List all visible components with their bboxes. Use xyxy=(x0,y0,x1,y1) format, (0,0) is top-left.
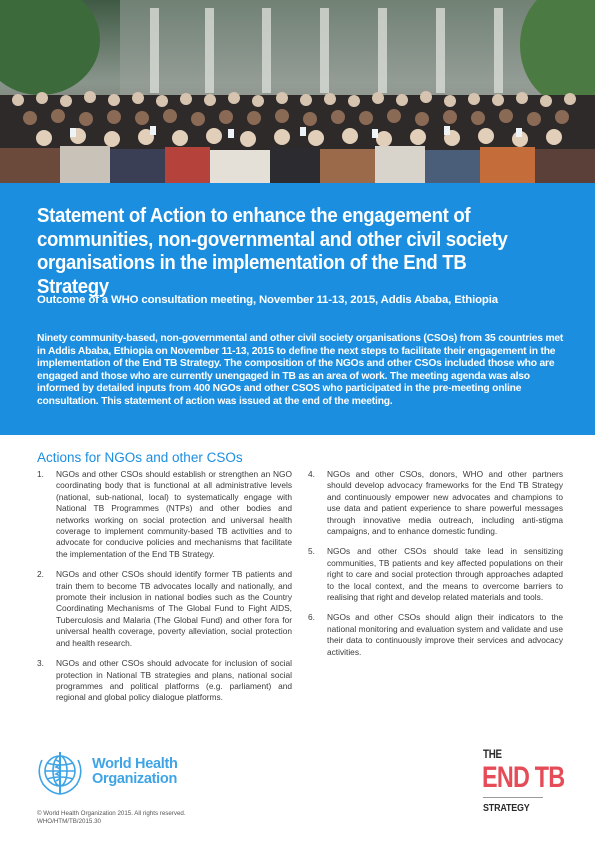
action-text: NGOs and other CSOs should identify former TB patients and train them to become TB advocates locally and nationally, and promote their inclusion in national bodies such as the Country Coordinating Mechanisms of The Global Fund to Fight AIDS, Tuberculosis and Malaria (The Global Fund) and other fora for universal health coverage, poverty alleviation, social protection and health research. xyxy=(56,569,292,648)
intro-paragraph: Ninety community-based, non-governmental and other civil society organisations (CSOs) from 35 countries met in Addis Ababa, Ethiopia on November 11-13, 2015 to define the next steps to facilitate their engagement in the implementation of the End TB Strategy. The composition of the NGOs and other CSOs included those who are engaged and those who are currently unengaged in TB as an area of work. The meeting agenda was also informed by detailed inputs from 400 NGOs and other CSOS who participated in the pre-meeting online consultation. This statement of action was issued at the end of the meeting. xyxy=(37,333,564,407)
action-text: NGOs and other CSOs should take lead in sensitizing communities, TB patients and key affected populations on their right to care and social protection through approaches adapted to the local context, and the means to overcome barriers to realising that right and develop related materials and tools. xyxy=(327,546,563,603)
action-item-1 xyxy=(37,469,292,560)
action-number: 2. xyxy=(37,569,44,580)
end-tb-main: END TB xyxy=(482,761,565,794)
copyright-text: © World Health Organization 2015. All rights reserved. xyxy=(37,810,186,817)
action-item-2 xyxy=(37,569,292,649)
action-number: 5. xyxy=(308,546,315,557)
action-item-5 xyxy=(308,546,563,603)
action-item-6 xyxy=(308,612,563,658)
actions-list-right xyxy=(308,469,563,667)
action-number: 3. xyxy=(37,658,44,669)
who-line2: Organization xyxy=(92,771,178,787)
action-text: NGOs and other CSOs should advocate for inclusion of social protection in National TB strategies and plans, national social programmes and political platforms (e.g. parliament) and regional and global policy dialogue platforms. xyxy=(56,658,292,703)
end-tb-divider xyxy=(483,797,543,798)
action-number: 4. xyxy=(308,469,315,479)
action-item-4 xyxy=(308,469,563,537)
actions-list-left xyxy=(37,469,292,713)
action-number: 6. xyxy=(308,612,315,623)
document-subtitle: Outcome of a WHO consultation meeting, November 11-13, 2015, Addis Ababa, Ethiopia xyxy=(37,294,498,306)
document-code: WHO/HTM/TB/2015.30 xyxy=(37,818,101,826)
document-title: Statement of Action to enhance the engagement of communities, non-governmental and other civil society organisations in the implementation of the End TB Strategy xyxy=(37,205,508,298)
action-text: NGOs and other CSOs should align their indicators to the national monitoring and evaluation system and validate and use their data to continuously improve their services and advocacy activities. xyxy=(327,612,563,657)
end-tb-the: THE xyxy=(483,749,502,761)
action-text: NGOs and other CSOs, donors, WHO and other partners should develop advocacy frameworks for the End TB Strategy and continuously empower new advocates and champions to use data and patient experience to share powerful messages through innovative media outreach, including anti-stigma campaigns, and to enhance domestic funding. xyxy=(327,469,563,537)
who-wordmark xyxy=(92,757,178,787)
action-item-3 xyxy=(37,658,292,704)
end-tb-strategy: STRATEGY xyxy=(483,802,530,814)
who-emblem-icon xyxy=(34,748,86,798)
who-logo xyxy=(34,748,220,798)
group-photo-illustration xyxy=(0,0,595,183)
who-line1: World Health xyxy=(92,756,178,772)
group-photo xyxy=(0,0,595,183)
actions-heading: Actions for NGOs and other CSOs xyxy=(37,450,243,465)
action-number: 1. xyxy=(37,469,44,479)
copyright-block xyxy=(37,810,186,827)
end-tb-logo xyxy=(482,749,565,821)
action-text: NGOs and other CSOs should establish or strengthen an NGO coordinating body that is functional at all administrative levels (national, sub-national, local) to systematically engage with National TB Programmes (NTPs) and other bodies and networks working on social protection and universal health coverage to implement community-based TB activities and to advocate for conducive policies and mechanisms that facilitate the implementation of the End TB Strategy. xyxy=(56,469,292,559)
